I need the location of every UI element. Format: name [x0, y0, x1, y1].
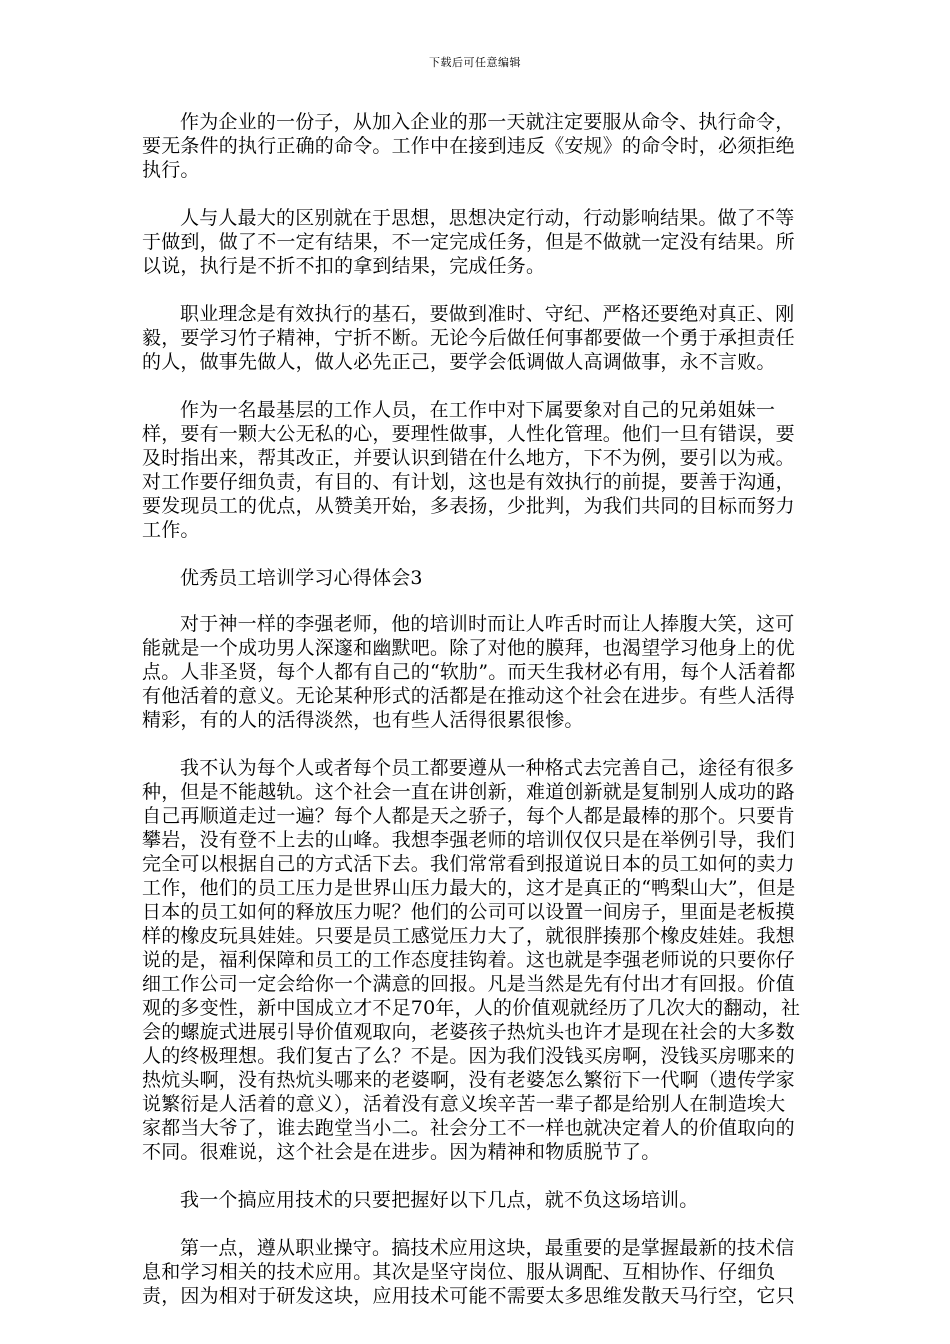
document-body	[142, 110, 804, 1332]
paragraph: 对于神一样的李强老师，他的培训时而让人咋舌时而让人捧腹大笑，这可 能就是一个成功男人深邃和幽默吧。除了对他的膜拜，也渴望学习他身上的优 点。人非圣贤，每个人都有自己的“软肋”。而天生我材必有用，每个人活着都 有他活着的意义。无论某种形式的活都是在推动这个社会在进步。有些人活得 精彩，有的人的活得淡然，也有些人活得很累很惨。	[142, 613, 796, 731]
paragraph: 作为企业的一份子，从加入企业的那一天就注定要服从命令、执行命令， 要无条件的执行正确的命令。工作中在接到违反《安规》的命令时，必须拒绝 执行。	[142, 111, 795, 181]
paragraph: 作为一名最基层的工作人员，在工作中对下属要象对自己的兄弟姐妹一 样，要有一颗大公无私的心，要理性做事，人性化管理。他们一旦有错误，要 及时指出来，帮其改正，并要认识到错在什么地方，下不为例，要引以为戒。 对工作要仔细负责，有目的、有计划，这也是有效执行的前提，要善于沟通， 要发现员工的优点，从赞美开始，多表扬，少批判，为我们共同的目标而努力 工作。	[142, 399, 795, 541]
section-heading: 优秀员工培训学习心得体会3	[180, 567, 423, 589]
paragraph: 职业理念是有效执行的基石，要做到准时、守纪、严格还要绝对真正、刚 毅，要学习竹子精神，宁折不断。无论今后做任何事都要做一个勇于承担责任 的人，做事先做人，做人必先正己，要学会低调做人高调做事，永不言败。	[142, 303, 795, 373]
paragraph: 我不认为每个人或者每个员工都要遵从一种格式去完善自己，途径有很多 种，但是不能越轨。这个社会一直在讲创新，难道创新就是复制别人成功的路 自己再顺道走过一遍？每个人都是天之骄子，每个人都是最棒的那个。只要肯 攀岩，没有登不上去的山峰。我想李强老师的培训仅仅只是在举例引导，我们 完全可以根据自己的方式活下去。我们常常看到报道说日本的员工如何的卖力 工作，他们的员工压力是世界山压力最大的，这才是真正的“鸭梨山大”，但是 日本的员工如何的释放压力呢？他们的公司可以设置一间房子，里面是老板摸 样的橡皮玩具娃娃。只要是员工感觉压力大了，就很胖揍那个橡皮娃娃。我想 说的是，福利保障和员工的工作态度挂钩着。这也就是李强老师说的只要你仔 细工作公司一定会给你一个满意的回报。凡是当然是先有付出才有回报。价值 观的多变性，新中国成立才不足70年，人的价值观就经历了几次大的翻动，社 会的螺旋式进展引导价值观取向，老婆孩子热炕头也许才是现在社会的大多数 人的终极理想。我们复古了么？不是。因为我们没钱买房啊，没钱买房哪来的 热炕头啊，没有热炕头哪来的老婆啊，没有老婆怎么繁衍下一代啊（遗传学家 说繁衍是人活着的意义），活着没有意义埃辛苦一辈子都是给别人在制造埃大 家都当大爷了，谁去跑堂当小二。社会分工不一样也就决定着人的价值取向的 不同。很难说，这个社会是在进步。因为精神和物质脱节了。	[142, 757, 801, 1163]
page-header: 下载后可任意编辑	[429, 56, 521, 69]
paragraph: 第一点，遵从职业操守。搞技术应用这块，最重要的是掌握最新的技术信 息和学习相关的技术应用。其次是坚守岗位、服从调配、互相协作、仔细负 责，因为相对于研发这块，应用技术可能不需要太多思维发散天马行空，它只	[142, 1237, 795, 1307]
paragraph: 人与人最大的区别就在于思想，思想决定行动，行动影响结果。做了不等 于做到，做了不一定有结果，不一定完成任务，但是不做就一定没有结果。所 以说，执行是不折不扣的拿到结果，完成任务。	[142, 207, 795, 277]
paragraph: 我一个搞应用技术的只要把握好以下几点，就不负这场培训。	[180, 1189, 699, 1211]
